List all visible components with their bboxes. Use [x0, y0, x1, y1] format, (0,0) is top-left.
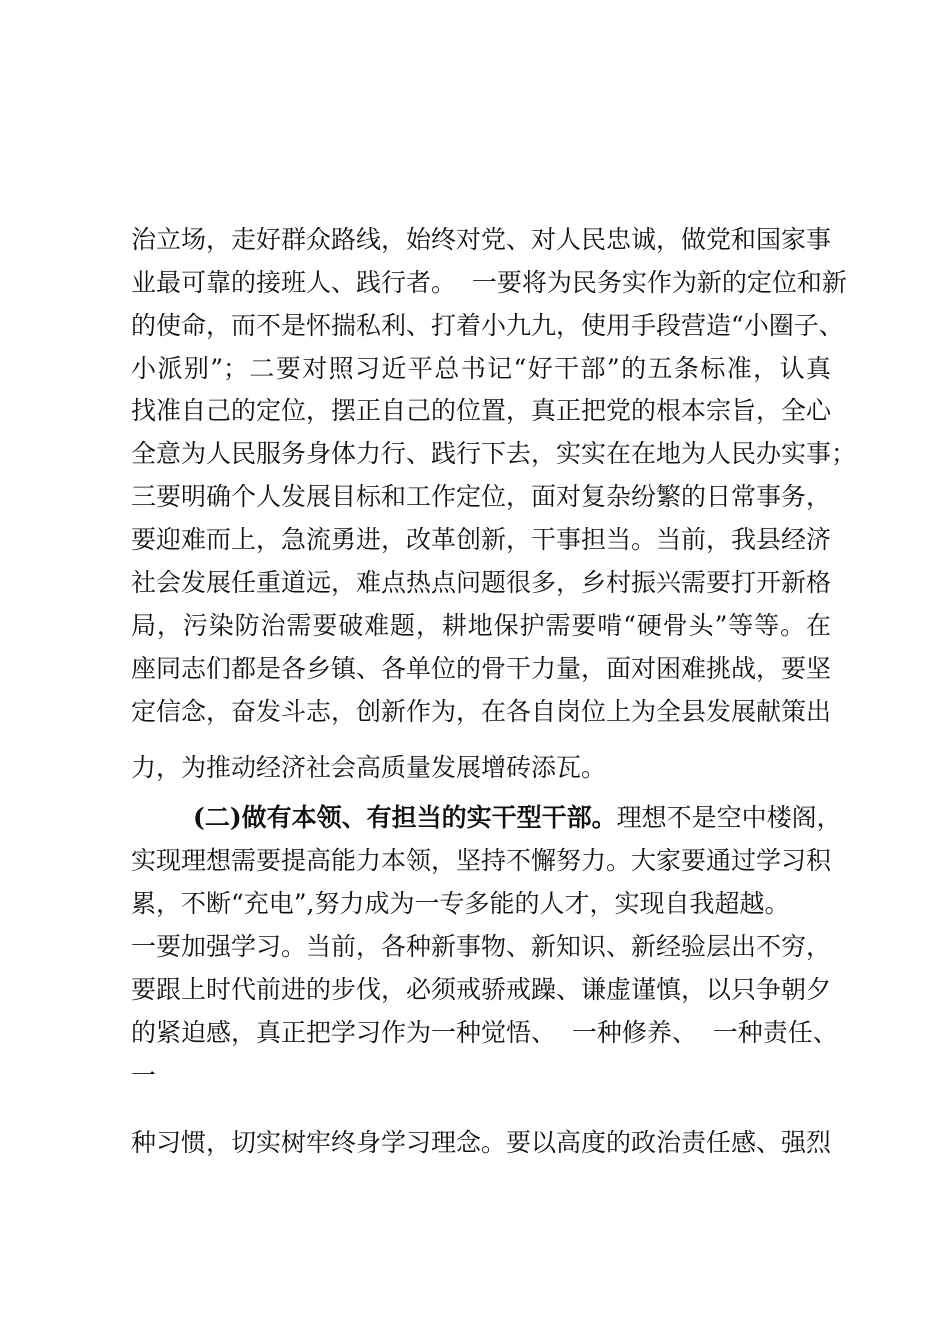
text-line: 定信念，奋发斗志，创新作为，在各自岗位上为全县发展献策出 [131, 697, 832, 726]
text-line: 社会发展任重道远，难点热点问题很多，乡村振兴需要打开新格 [131, 568, 832, 597]
text-line: 的使命，而不是怀揣私利、打着小九九，使用手段营造“小圈子、 [131, 311, 844, 340]
section-heading: (二)做有本领、有担当的实干型干部。 [193, 803, 617, 832]
paragraph-first-line [193, 798, 842, 838]
text-line: 要迎难而上，急流勇进，改革创新，干事担当。当前，我县经济 [131, 525, 832, 554]
text-line: 业最可靠的接班人、践行者。 一要将为民务实作为新的定位和新 [131, 268, 847, 297]
text-line: 治立场，走好群众路线，始终对党、对人民忠诚，做党和国家事 [131, 225, 832, 254]
text-line: 种习惯，切实树牢终身学习理念。要以高度的政治责任感、强烈 [131, 1128, 832, 1157]
text-line: 找准自己的定位，摆正自己的位置，真正把党的根本宗旨，全心 [131, 396, 832, 425]
text-line: 一 [131, 1061, 157, 1090]
text-line: 力，为推动经济社会高质量发展增砖添瓦。 [131, 753, 607, 782]
text-line: 小派别”；二要对照习近平总书记“好干部”的五条标准，认真 [131, 354, 831, 383]
text-line: 要跟上时代前进的步伐，必须戒骄戒躁、谦虚谨慎，以只争朝夕 [131, 975, 832, 1004]
text-line: 座同志们都是各乡镇、各单位的骨干力量，面对困难挑战，要坚 [131, 654, 832, 683]
text-span: 理想不是空中楼阁， [616, 803, 842, 832]
text-line: 累，不断“充电”,努力成为一专多能的人才，实现自我超越。 [131, 889, 790, 918]
text-line: 实现理想需要提高能力本领，坚持不懈努力。大家要通过学习积 [131, 846, 832, 875]
text-line: 局，污染防治需要破难题，耕地保护需要啃“硬骨头”等等。在 [131, 611, 831, 640]
text-line: 一要加强学习。当前，各种新事物、新知识、新经验层出不穷， [131, 932, 832, 961]
text-line: 三要明确个人发展目标和工作定位，面对复杂纷繁的日常事务， [131, 482, 832, 511]
text-line: 全意为人民服务身体力行、践行下去，实实在在地为人民办实事； [131, 439, 857, 468]
text-line: 的紧迫感，真正把学习作为一种觉悟、 一种修养、 一种责任、 [131, 1018, 838, 1047]
